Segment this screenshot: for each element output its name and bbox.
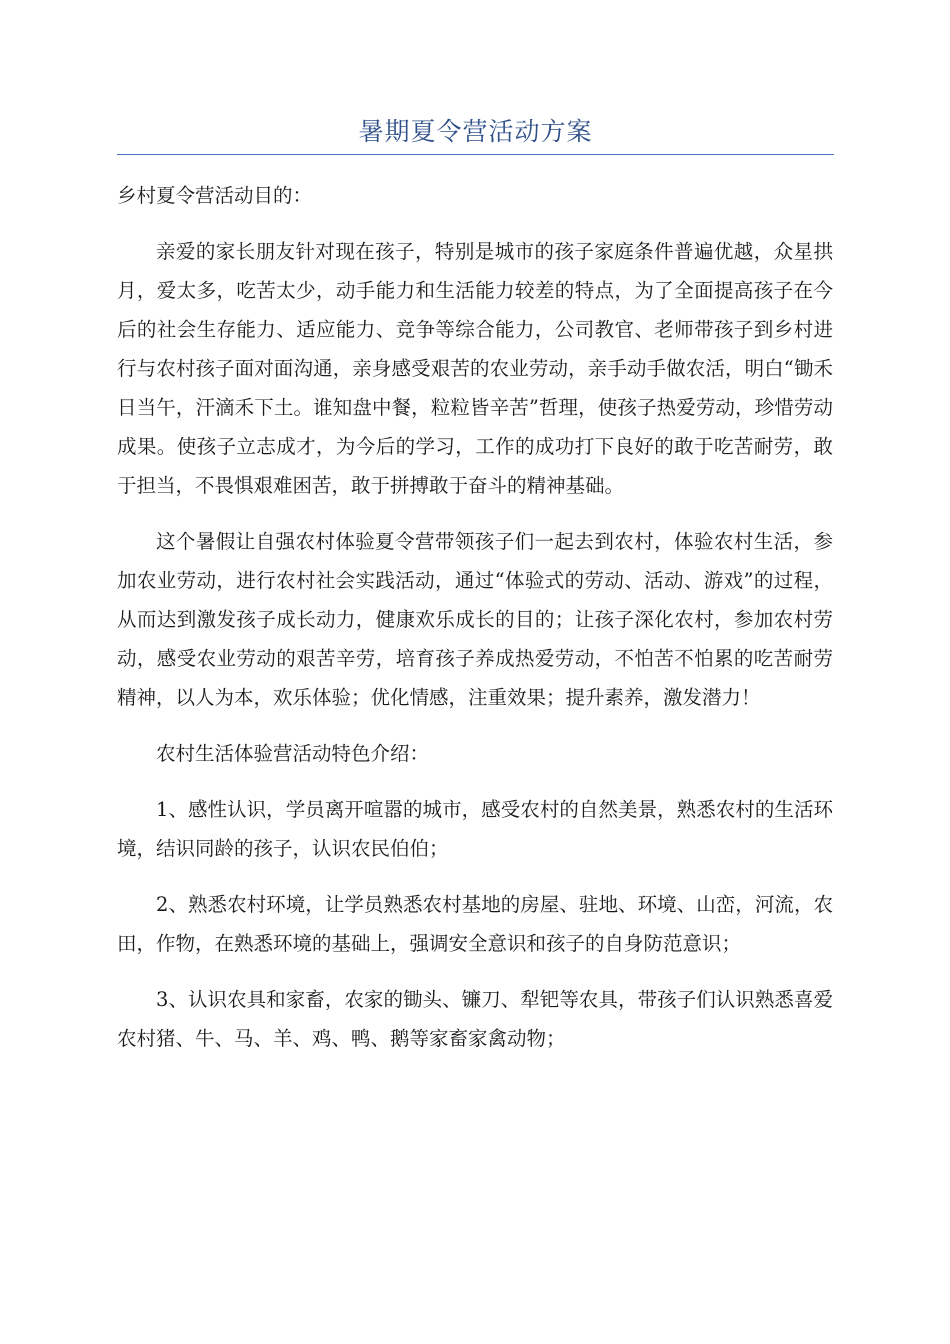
paragraph-feature-3: 3、认识农具和家畜，农家的锄头、镰刀、犁钯等农具，带孩子们认识熟悉喜爱农村猪、牛、马、羊、鸡、鸭、鹅等家畜家禽动物；	[117, 988, 833, 1050]
paragraph-features-heading: 农村生活体验营活动特色介绍：	[156, 742, 430, 765]
document-body	[117, 176, 833, 1075]
paragraph-intro-heading: 乡村夏令营活动目的：	[117, 184, 313, 207]
paragraph-feature-1: 1、感性认识，学员离开喧嚣的城市，感受农村的自然美景，熟悉农村的生活环境，结识同龄的孩子，认识农民伯伯；	[117, 798, 833, 860]
paragraph-feature-2: 2、熟悉农村环境，让学员熟悉农村基地的房屋、驻地、环境、山峦，河流，农田，作物，在熟悉环境的基础上，强调安全意识和孩子的自身防范意识；	[117, 893, 833, 955]
title-underline	[117, 154, 834, 155]
document-title: 暑期夏令营活动方案	[358, 117, 593, 146]
paragraph-purpose-1: 亲爱的家长朋友针对现在孩子，特别是城市的孩子家庭条件普遍优越，众星拱月，爱太多，吃苦太少，动手能力和生活能力较差的特点，为了全面提高孩子在今后的社会生存能力、适应能力、竞争等综合能力，公司教官、老师带孩子到乡村进行与农村孩子面对面沟通，亲身感受艰苦的农业劳动，亲手动手做农活，明白“锄禾日当午，汗滴禾下土。谁知盘中餐，粒粒皆辛苦”哲理，使孩子热爱劳动，珍惜劳动成果。使孩子立志成才，为今后的学习，工作的成功打下良好的敢于吃苦耐劳，敢于担当，不畏惧艰难困苦，敢于拼搏敢于奋斗的精神基础。	[117, 240, 833, 497]
paragraph-purpose-2: 这个暑假让自强农村体验夏令营带领孩子们一起去到农村，体验农村生活，参加农业劳动，进行农村社会实践活动，通过“体验式的劳动、活动、游戏”的过程，从而达到激发孩子成长动力，健康欢乐成长的目的；让孩子深化农村，参加农村劳动，感受农业劳动的艰苦辛劳，培育孩子养成热爱劳动，不怕苦不怕累的吃苦耐劳精神，以人为本，欢乐体验；优化情感，注重效果；提升素养，激发潜力！	[117, 530, 833, 709]
